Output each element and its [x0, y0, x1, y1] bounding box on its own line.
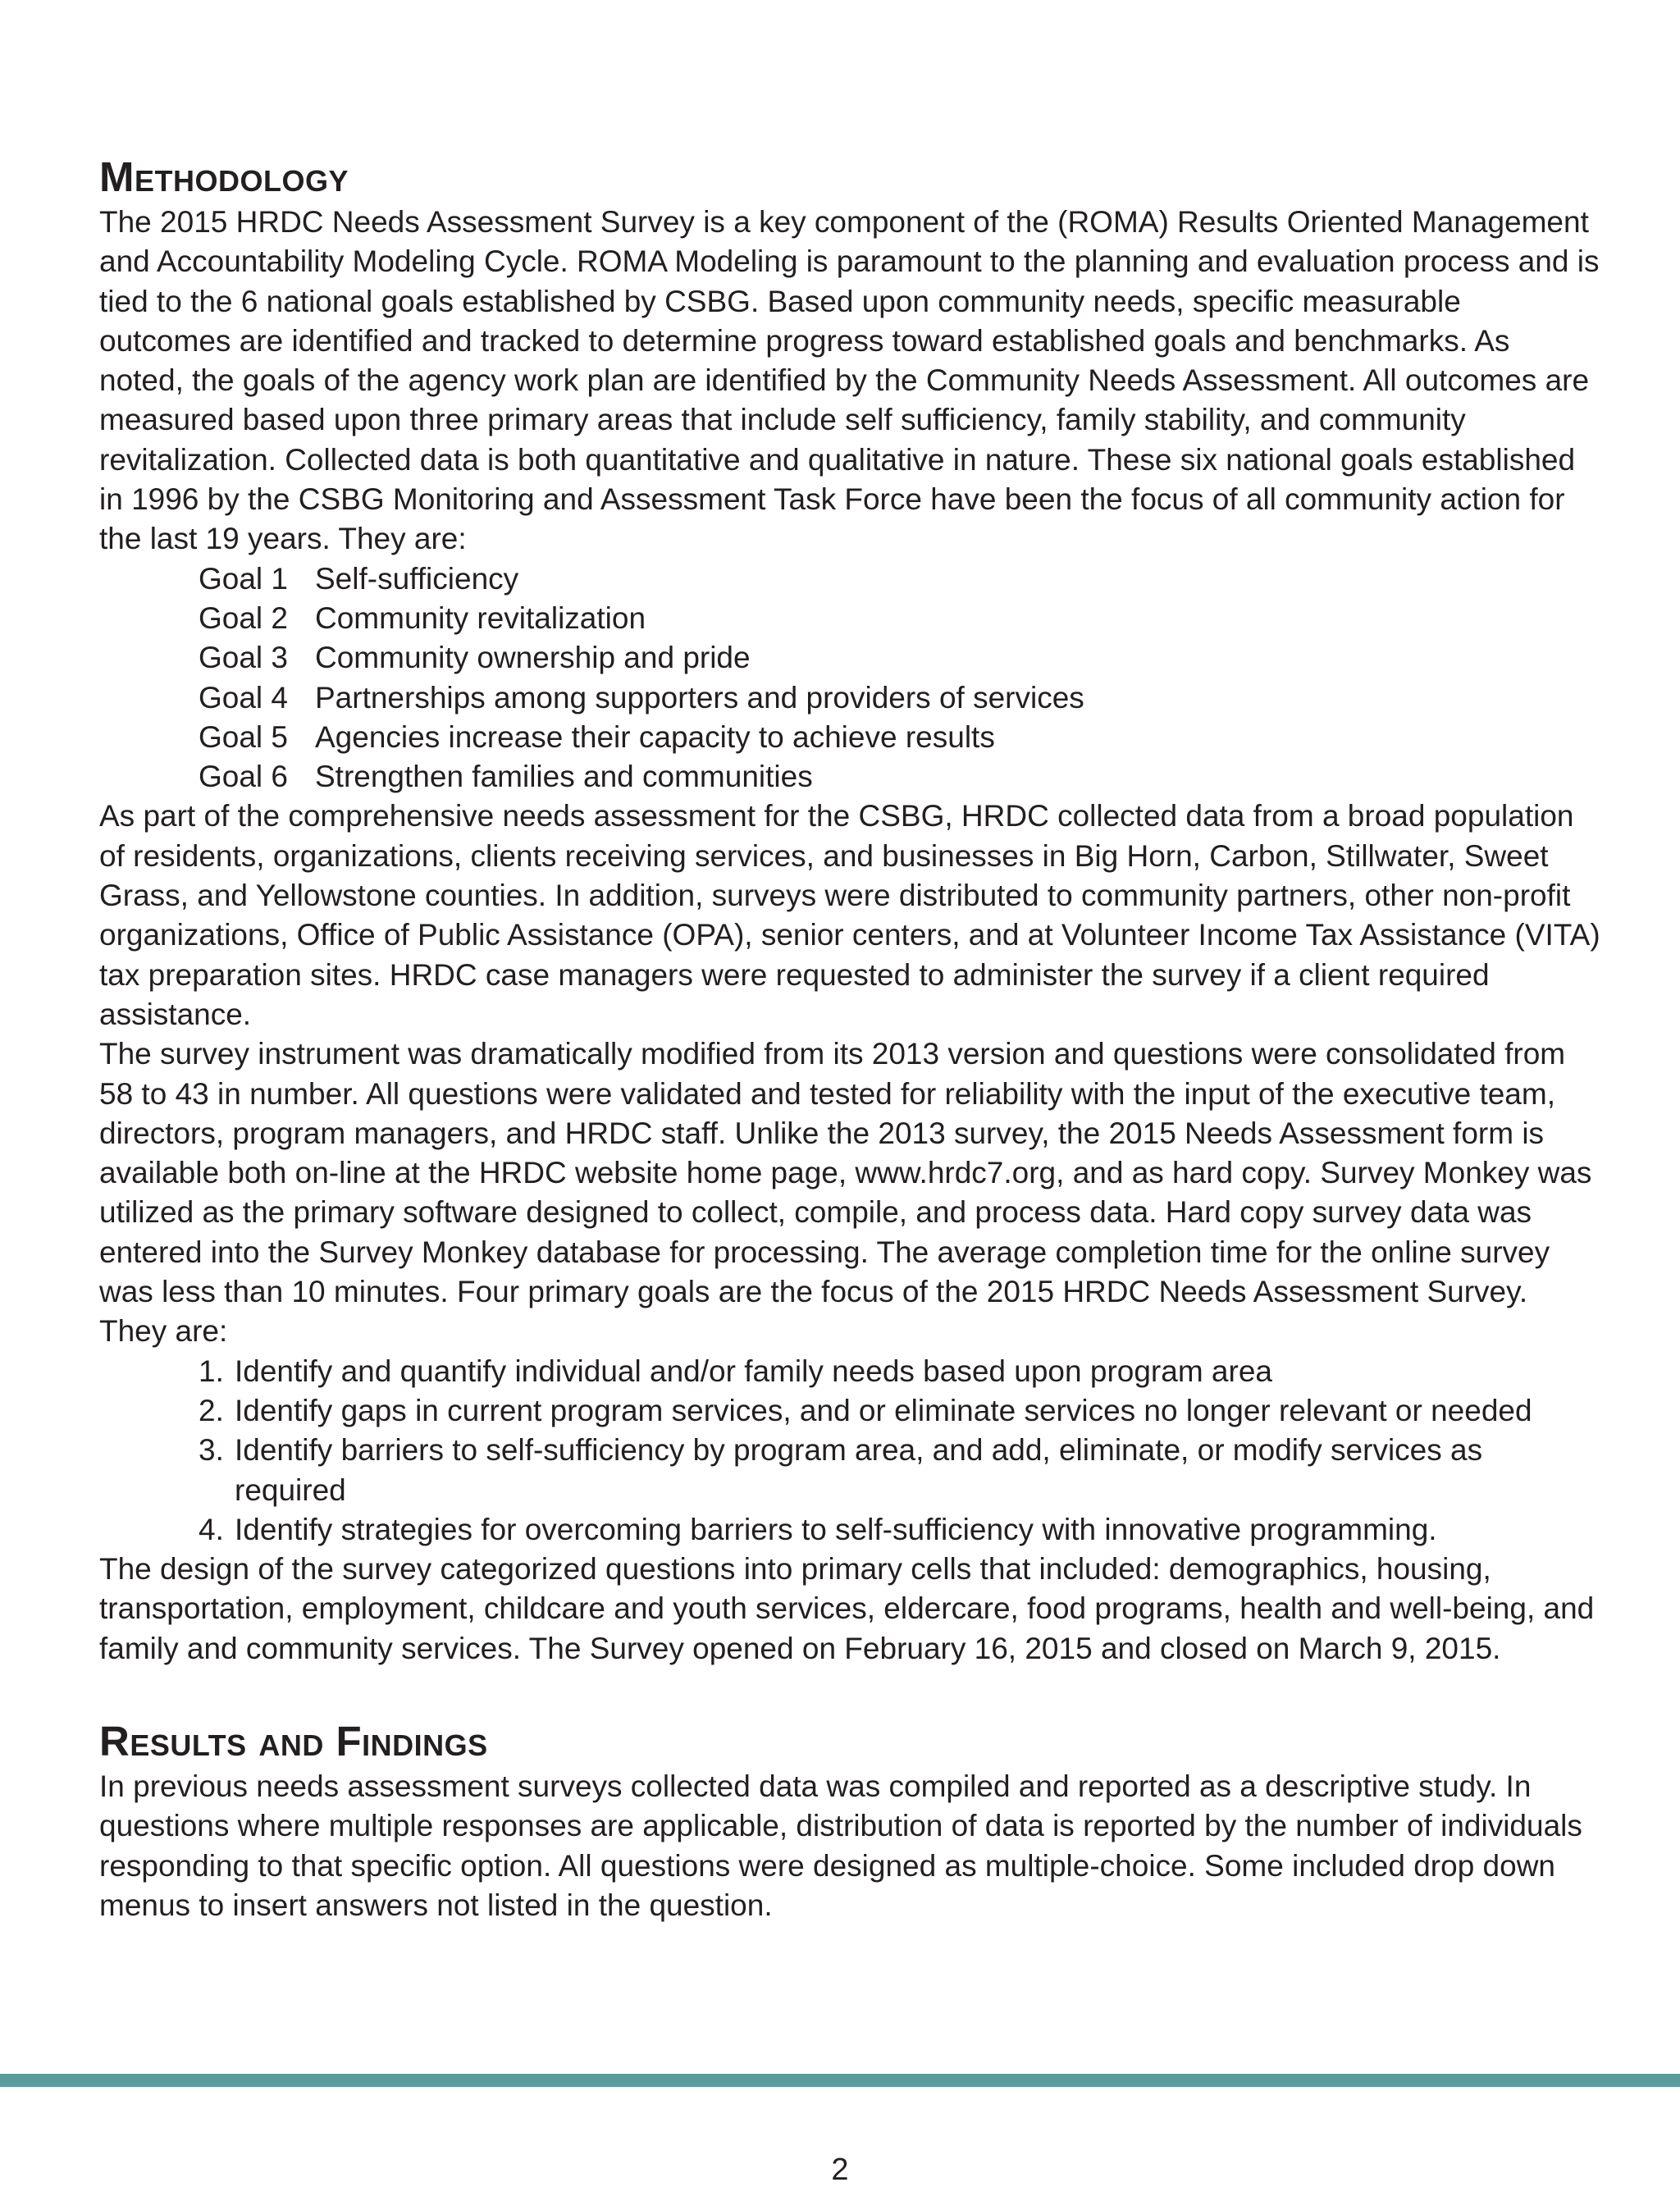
- goal-text: Self-sufficiency: [315, 561, 519, 596]
- goal-text: Agencies increase their capacity to achieve results: [315, 719, 995, 754]
- survey-goal-number: 1.: [199, 1354, 224, 1388]
- national-goals-list: [99, 559, 1600, 797]
- goal-item: [199, 559, 1600, 599]
- survey-goal-item: [199, 1352, 1600, 1391]
- survey-goal-item: [199, 1391, 1600, 1431]
- goal-item: [199, 678, 1600, 718]
- goal-label: Goal 2: [199, 600, 289, 635]
- goal-item: [199, 757, 1600, 797]
- results-paragraph: In previous needs assessment surveys collected data was compiled and reported as a descriptive study. In questions where multiple responses are applicable, distribution of data is reported by the number of individuals responding to that specific option. All questions were designed as multiple-choice. Some included drop down menus to insert answers not listed in the question.: [99, 1769, 1582, 1922]
- survey-goal-text: Identify and quantify individual and/or family needs based upon program area: [235, 1354, 1272, 1388]
- page-number: 2: [831, 2153, 849, 2187]
- goal-text: Community revitalization: [315, 600, 646, 635]
- goal-text: Community ownership and pride: [315, 641, 751, 675]
- goal-label: Goal 1: [199, 561, 289, 596]
- goal-text: Partnerships among supporters and providers of services: [315, 680, 1084, 715]
- survey-goal-text: Identify barriers to self-sufficiency by program area, and add, eliminate, or modify services as required: [235, 1433, 1483, 1507]
- footer-divider-bar: [0, 2074, 1680, 2087]
- survey-goal-number: 4.: [199, 1512, 224, 1546]
- methodology-intro-paragraph: The 2015 HRDC Needs Assessment Survey is a key component of the (ROMA) Results Oriented Management and Accountability Modeling Cycle. ROMA Modeling is paramount to the planning and evaluation process and is tied to the 6 national goals established by CSBG. Based upon community needs, specific measurable outcomes are identified and tracked to determine progress toward established goals and benchmarks. As noted, the goals of the agency work plan are identified by the Community Needs Assessment. All outcomes are measured based upon three primary areas that include self sufficiency, family stability, and community revitalization. Collected data is both quantitative and qualitative in nature. These six national goals established in 1996 by the CSBG Monitoring and Assessment Task Force have been the focus of all community action for the last 19 years. They are:: [99, 205, 1600, 556]
- goal-text: Strengthen families and communities: [315, 760, 813, 794]
- survey-goal-number: 3.: [199, 1433, 224, 1468]
- goal-label: Goal 6: [199, 760, 289, 794]
- goal-item: [199, 718, 1600, 757]
- survey-goal-item: [199, 1510, 1600, 1550]
- survey-goal-number: 2.: [199, 1393, 224, 1427]
- survey-goals-list: [99, 1352, 1600, 1550]
- data-collection-paragraph: As part of the comprehensive needs assessment for the CSBG, HRDC collected data from a broad population of residents, organizations, clients receiving services, and businesses in Big Horn, Carbon, Stillwater, Sweet Grass, and Yellowstone counties. In addition, surveys were distributed to community partners, other non-profit organizations, Office of Public Assistance (OPA), senior centers, and at Volunteer Income Tax Assistance (VITA) tax preparation sites. HRDC case managers were requested to administer the survey if a client required assistance.: [99, 799, 1600, 1031]
- goal-label: Goal 3: [199, 641, 289, 675]
- survey-goal-item: [199, 1431, 1600, 1510]
- survey-goal-text: Identify gaps in current program services, and or eliminate services no longer relevant or needed: [235, 1393, 1532, 1427]
- goal-item: [199, 638, 1600, 678]
- goal-label: Goal 5: [199, 719, 289, 754]
- methodology-heading: Methodology: [99, 153, 349, 200]
- document-page: [99, 152, 1600, 1925]
- results-heading: Results and Findings: [99, 1717, 488, 1765]
- survey-instrument-paragraph: The survey instrument was dramatically modified from its 2013 version and questions were consolidated from 58 to 43 in number. All questions were validated and tested for reliability with the input of the executive team, directors, program managers, and HRDC staff. Unlike the 2013 survey, the 2015 Needs Assessment form is available both on-line at the HRDC website home page, www.hrdc7.org, and as hard copy. Survey Monkey was utilized as the primary software designed to collect, compile, and process data. Hard copy survey data was entered into the Survey Monkey database for processing. The average completion time for the online survey was less than 10 minutes. Four primary goals are the focus of the 2015 HRDC Needs Assessment Survey. They are:: [99, 1037, 1592, 1349]
- survey-goal-text: Identify strategies for overcoming barriers to self-sufficiency with innovative programming.: [235, 1512, 1437, 1546]
- goal-label: Goal 4: [199, 680, 289, 715]
- survey-design-paragraph: The design of the survey categorized questions into primary cells that included: demographics, housing, transportation, employment, childcare and youth services, eldercare, food programs, health and well-being, and family and community services. The Survey opened on February 16, 2015 and closed on March 9, 2015.: [99, 1552, 1595, 1665]
- goal-item: [199, 599, 1600, 638]
